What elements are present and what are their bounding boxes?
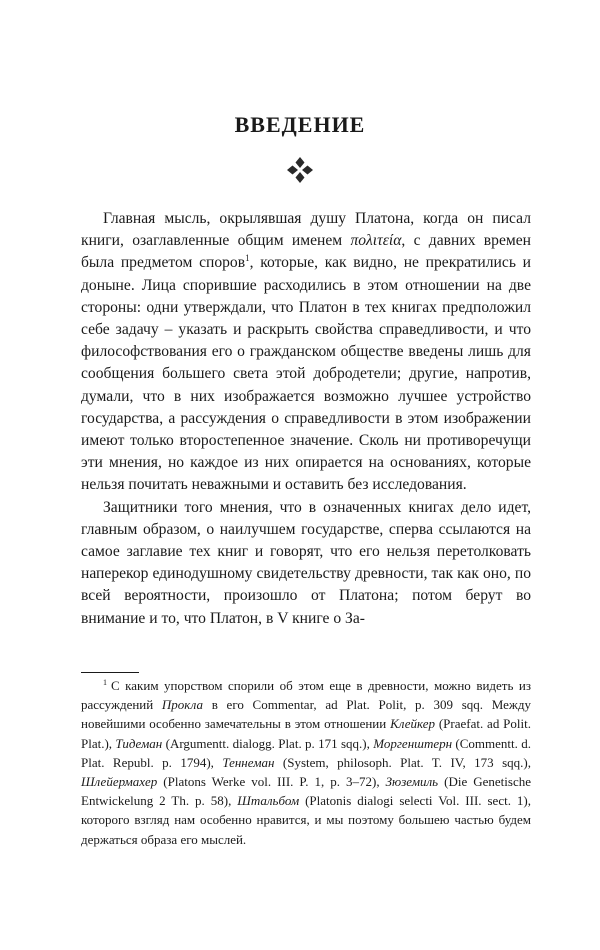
footnote-segment: (Platonis dialogi selecti Vol. III. sect. 1), которого взгляд нам особенно нравится, и мы поэтому большею частью будем держаться образа его мыслей. bbox=[81, 793, 531, 847]
footnote-author-name: Зюземиль bbox=[385, 774, 439, 790]
footnote-author-name: Шлейермахер bbox=[81, 774, 158, 790]
footnote-segment: (Platons Werke vol. III. P. 1, p. 3–72), bbox=[157, 774, 386, 790]
chapter-title: ВВЕДЕНИЕ bbox=[234, 112, 366, 137]
footnote-author-name: Клейкер bbox=[390, 716, 435, 732]
footnote-author-name: Тидеман bbox=[115, 735, 163, 751]
greek-word: πολιτεία bbox=[350, 232, 402, 250]
paragraph-1-text-c: , которые, как видно, не прекратились и доныне. Лица спорившие расходились в этом отношении на две стороны: одни утверждали, что Платон в тех книгах предположил себе задачу – указать и раскрыть свойства справедливости, и что философствования его о гражданском обществе введены лишь для сообщения большего света этой добродетели; другие, напротив, думали, что в них изображается возможно лучшее устройство государства, а рассуждения о справедливости в этом изображении имеют только второстепенное значение. Сколь ни противоречущи эти мнения, но каждое из них опирается на основаниях, которые нельзя почитать неважными и оставить без исследования. bbox=[81, 254, 531, 494]
paragraph-1-text-a: Главная мысль, окрылявшая душу Платона, когда он писал книги, озаглавленные общим именем bbox=[81, 210, 531, 250]
footnote-segment: (Praefat. ad Polit. Plat.), bbox=[81, 716, 531, 751]
footnote-text bbox=[81, 676, 531, 849]
footnote-segment: (Argumentt. dialogg. Plat. p. 171 sqq.), bbox=[162, 735, 374, 751]
footnote-segment: С каким упорством спорили об этом еще в древности, можно видеть из рассуждений bbox=[81, 678, 531, 713]
footnote-author-name: Прокла bbox=[161, 697, 203, 713]
paragraph-1-text-b: , с давних времен была предметом споров bbox=[81, 232, 532, 272]
footnote-segment: в его Commentar, ad Plat. Polit, p. 309 sqq. Между новейшими особенно замечательны в этом отношении bbox=[81, 697, 531, 732]
footnote-segment: (Die Genetische Entwickelung 2 Th. p. 58), bbox=[81, 774, 531, 809]
footnote-segment: (System, philosoph. Plat. T. IV, 173 sqq.), bbox=[274, 754, 531, 770]
paragraph-2: Защитники того мнения, что в означенных книгах дело идет, главным образом, о наилучшем государстве, сперва ссылаются на самое заглавие тех книг и говорят, что его нельзя перетолковать наперекор единодушному свидетельству древности, так как оно, по всей вероятности, произошло от Платона; потом берут во внимание и то, что Платон, в V книге о За- bbox=[81, 498, 531, 627]
footnote-author-name: Штальбом bbox=[237, 793, 300, 809]
main-text bbox=[81, 208, 531, 630]
footnote bbox=[81, 676, 531, 849]
footnote-number: 1 bbox=[103, 677, 107, 687]
paragraph-1 bbox=[81, 208, 531, 497]
footnote-author-name: Моргенштерн bbox=[373, 735, 453, 751]
footnote-segment: (Commentt. d. Plat. Republ. p. 1794), bbox=[81, 735, 531, 770]
footnote-author-name: Теннеман bbox=[222, 754, 275, 770]
four-diamond-fleuron-icon bbox=[286, 156, 314, 184]
footnote-reference[interactable]: 1 bbox=[245, 253, 250, 264]
footnote-divider bbox=[81, 672, 139, 673]
